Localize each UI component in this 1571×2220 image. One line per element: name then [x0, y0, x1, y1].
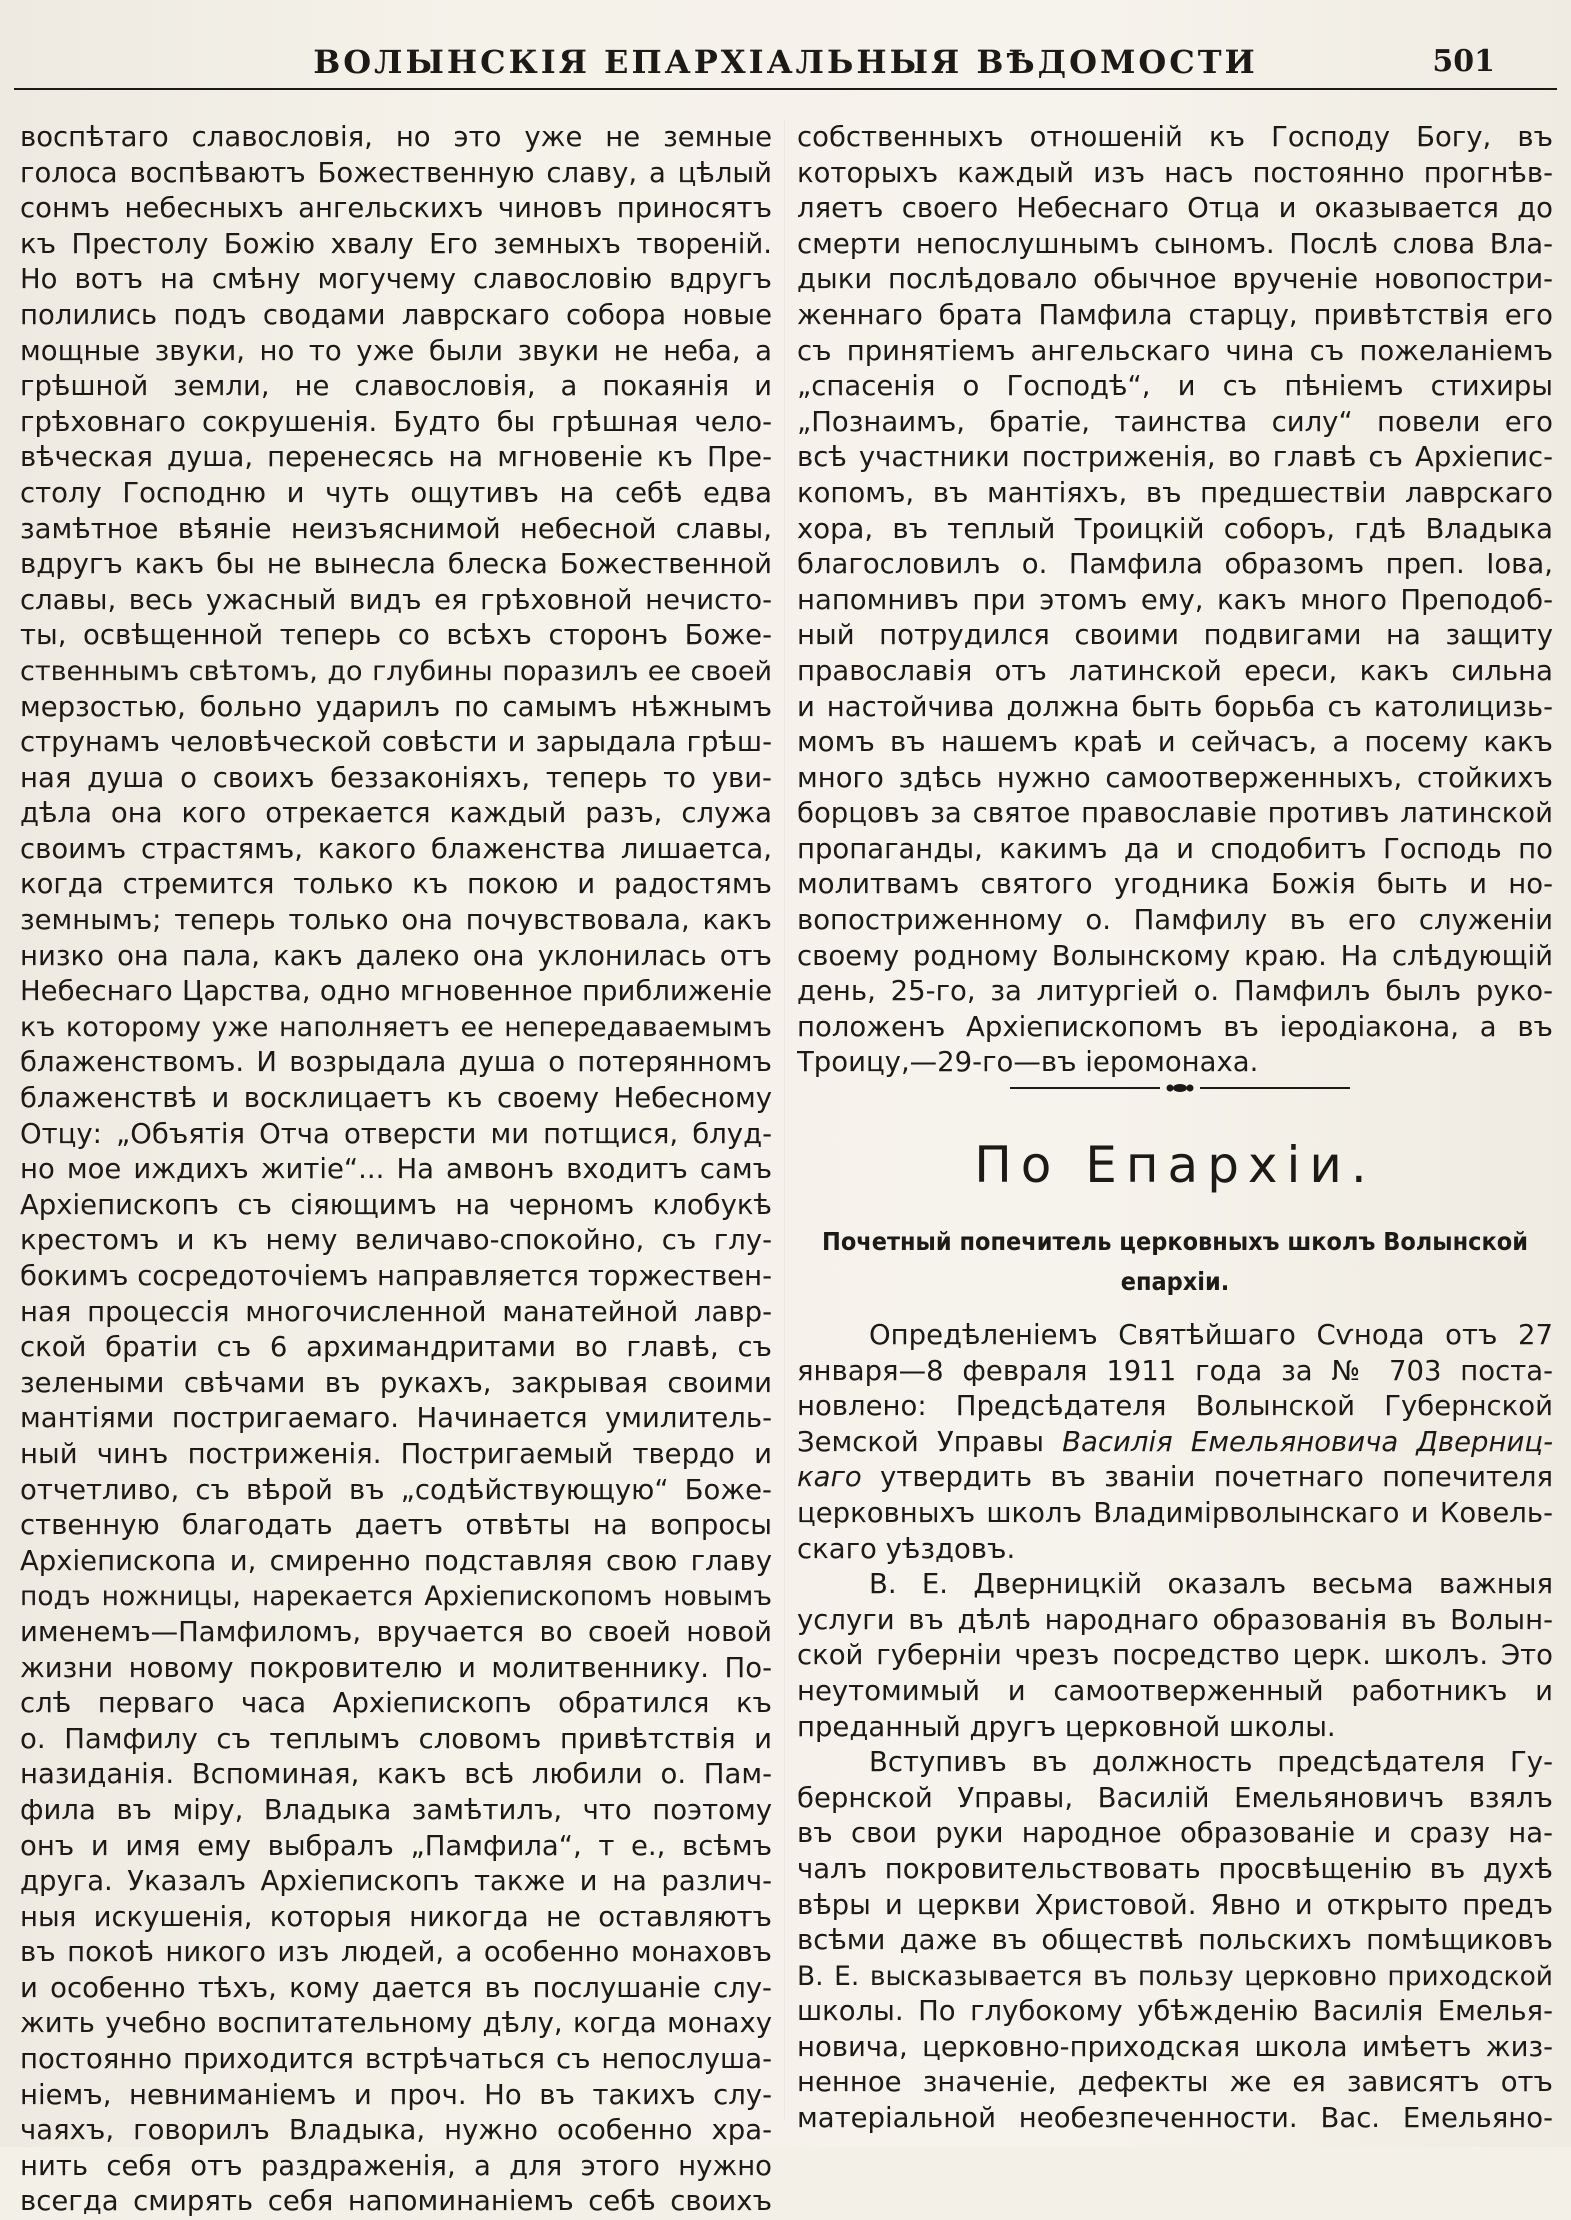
text-line: Архіепископъ съ сіяющимъ на черномъ клобукѣ: [20, 1188, 772, 1221]
article-line: всѣми даже въ обществѣ польскихъ помѣщиковъ: [797, 1924, 1553, 1957]
text-line: низко она пала, какъ далеко она уклонилась отъ: [20, 939, 772, 972]
text-line: блаженствѣ и восклицаетъ къ своему Небесному: [20, 1082, 772, 1115]
text-line: когда стремится только къ покою и радостямъ: [20, 868, 772, 901]
text-line: вопостриженному о. Памфилу въ его служеніи: [797, 904, 1553, 937]
text-line: грѣшной земли, не славословія, а покаянія и: [20, 370, 772, 403]
text-line: мантіями постригаемаго. Начинается умилитель-: [20, 1402, 772, 1435]
article-title-line: епархіи.: [1120, 1267, 1230, 1296]
text-line: замѣтное вѣяніе неизъяснимой небесной славы,: [20, 512, 772, 545]
text-line: Отцу: „Объятія Отча отверсти ми потщися, блуд-: [20, 1117, 772, 1150]
text-line: подъ ножницы, нарекается Архіепископомъ новымъ: [20, 1581, 772, 1613]
article-line: преданный другъ церковной школы.: [797, 1710, 1336, 1743]
text-line: дѣла она кого отрекается каждый разъ, служа: [20, 797, 772, 830]
text-line: ственную благодать даетъ отвѣты на вопросы: [20, 1509, 772, 1542]
text-line: Троицу,—29-го—въ іеромонаха.: [797, 1046, 1259, 1079]
text-line: всѣ участники постриженія, во главѣ съ Архіепис-: [797, 441, 1553, 474]
text-line: вдругъ какъ бы не вынесла блеска Божественной: [20, 548, 772, 581]
text-line: благословилъ о. Памфила образомъ преп. Іова,: [797, 548, 1553, 581]
article-line: ненное значеніе, дефекты же ея зависятъ отъ: [797, 2066, 1553, 2099]
text-line: ный чинъ постриженія. Постригаемый твердо и: [20, 1437, 772, 1470]
person-name: каго: [797, 1461, 862, 1494]
text-line: сонмъ небесныхъ ангельскихъ чиновъ приносятъ: [20, 192, 772, 225]
article-line: церковныхъ школъ Владимірволынскаго и Ковель-: [797, 1496, 1553, 1529]
text-line: дыки послѣдовало обычное врученіе новопостри-: [797, 263, 1553, 296]
text-line: славы, весь ужасный видъ ея грѣховной нечисто-: [20, 583, 772, 616]
text-line: Архіепископа и, смиренно подставляя свою главу: [20, 1544, 772, 1577]
text-line: мощные звуки, но то уже были звуки не неба, а: [20, 334, 772, 367]
text-line: ты, освѣщенной теперь со всѣхъ сторонъ Боже-: [20, 619, 772, 652]
text-line: струнамъ человѣческой совѣсти и зарыдала грѣш-: [20, 726, 772, 759]
text-line: и настойчива должна быть борьба съ католицизь-: [797, 690, 1553, 723]
text-line: земнымъ; теперь только она почувствовала, какъ: [20, 904, 772, 937]
person-name: Василія Емельяновича Дверниц-: [1062, 1425, 1553, 1458]
article-line: В. Е. высказывается въ пользу церковно приходской: [797, 1960, 1553, 1992]
article-line: школы. По глубокому убѣжденію Василія Емелья-: [797, 1995, 1553, 2028]
article-line: въ свои руки народное образованіе и сразу на-: [797, 1817, 1553, 1850]
text-line: копомъ, въ мантіяхъ, въ предшествіи лаврскаго: [797, 476, 1553, 509]
text-line: зелеными свѣчами въ рукахъ, закрывая своими: [20, 1366, 772, 1399]
text-line: день, 25-го, за литургіей о. Памфилъ былъ руко-: [797, 975, 1553, 1008]
text-line: православія отъ латинской ереси, какъ сильна: [797, 654, 1553, 687]
text-line: ная процессія многочисленной манатейной лавр-: [20, 1295, 772, 1328]
text-line: ный потрудился своими подвигами на защиту: [797, 619, 1553, 652]
text-line: своему родному Волынскому краю. На слѣдующій: [797, 939, 1553, 972]
article-line: вѣры и церкви Христовой. Явно и открыто предъ: [797, 1888, 1553, 1921]
text-line: въ покоѣ никого изъ людей, а особенно монаховъ: [20, 1936, 772, 1969]
text-line: бокимъ сосредоточіемъ направляется торжествен-: [20, 1260, 772, 1292]
text-line: напомнивъ при этомъ ему, какъ много Преподоб-: [797, 583, 1553, 616]
article-line: неутомимый и самоотверженный работникъ и: [797, 1674, 1553, 1707]
text-line: собственныхъ отношеній къ Господу Богу, въ: [797, 121, 1553, 153]
article-line: чалъ покровительствовать просвѣщенію въ духѣ: [797, 1852, 1553, 1885]
text-line: назиданія. Вспоминая, какъ всѣ любили о. Пам-: [20, 1758, 772, 1791]
article-line: скаго уѣздовъ.: [797, 1532, 1016, 1565]
article-title-line: Почетный попечитель церковныхъ школъ Волынской: [822, 1227, 1528, 1256]
text-line: борцовъ за святое православіе противъ латинской: [797, 797, 1553, 830]
text-line: пропаганды, какимъ да и сподобитъ Господь по: [797, 832, 1553, 865]
article-text: утвердить въ званіи почетнаго попечителя: [861, 1461, 1553, 1494]
text-line: мерзостью, больно ударилъ по самымъ нѣжнымъ: [20, 690, 772, 723]
text-line: жизни новому покровителю и молитвеннику. По-: [20, 1651, 772, 1684]
text-line: чаяхъ, говорилъ Владыка, нужно особенно хра-: [20, 2114, 772, 2147]
text-line: положенъ Архіепископомъ въ іеродіакона, а въ: [797, 1010, 1553, 1043]
text-line: столу Господню и чуть ощутивъ на себѣ едва: [20, 476, 772, 509]
text-line: друга. Указалъ Архіепископъ также и на различ-: [20, 1865, 772, 1898]
column-gutter: [784, 120, 785, 2120]
text-line: всегда смирять себя напоминаніемъ себѣ своихъ: [20, 2185, 772, 2218]
text-line: Но вотъ на смѣну могучему славословію вдругъ: [20, 263, 772, 296]
text-line: къ Престолу Божію хвалу Его земныхъ твореній.: [20, 227, 772, 260]
article-title: [797, 1222, 1553, 1302]
article-line: Вступивъ въ должность предсѣдателя Гу-: [869, 1746, 1553, 1779]
text-line: „спасенія о Господѣ“, и съ пѣніемъ стихиры: [797, 370, 1553, 403]
text-line: постоянно приходится встрѣчаться съ непослуша-: [20, 2043, 772, 2076]
text-line: онъ и имя ему выбралъ „Памфила“, т е., всѣмъ: [20, 1829, 772, 1862]
text-line: ная душа о своихъ беззаконіяхъ, теперь то уви-: [20, 761, 772, 794]
page-header: [14, 40, 1557, 88]
text-line: блаженствомъ. И возрыдала душа о потерянномъ: [20, 1046, 772, 1079]
article-line: [797, 1460, 1553, 1496]
page-number: 501: [1432, 44, 1495, 79]
text-line: именемъ—Памфиломъ, вручается во своей новой: [20, 1615, 772, 1648]
article-line: ской губерніи чрезъ посредство церк. школъ. Это: [797, 1639, 1553, 1672]
text-line: о. Памфилу съ теплымъ словомъ привѣтствія и: [20, 1722, 772, 1755]
article-line: Опредѣленіемъ Святѣйшаго Сѵнода отъ 27: [869, 1319, 1553, 1351]
text-line: ныя искушенія, которыя никогда не оставляютъ: [20, 1900, 772, 1933]
text-line: полились подъ сводами лаврскаго собора новые: [20, 298, 772, 331]
right-column: [797, 120, 1553, 1081]
text-line: женнаго брата Памфила старцу, привѣтствія его: [797, 298, 1553, 331]
text-line: которыхъ каждый изъ насъ постоянно прогнѣв-: [797, 156, 1553, 189]
text-line: и особенно тѣхъ, кому дается въ послушаніе слу-: [20, 1971, 772, 2004]
text-line: „Познаимъ, братіе, таинства силу“ повели его: [797, 405, 1553, 438]
header-rule: [14, 88, 1557, 90]
article-line: новлено: Предсѣдателя Волынской Губернской: [797, 1390, 1553, 1423]
left-column: [20, 120, 772, 2220]
text-line: къ которому уже наполняетъ ее непередаваемымъ: [20, 1011, 772, 1043]
text-line: вѣческая душа, перенесясь на мгновеніе къ Пре-: [20, 441, 772, 474]
section-heading: По Епархіи.: [974, 1136, 1376, 1194]
text-line: Небеснаго Царства, одно мгновенное приближеніе: [20, 975, 772, 1008]
text-line: воспѣтаго славословія, но это уже не земные: [20, 121, 772, 153]
text-line: голоса воспѣваютъ Божественную славу, а цѣлый: [20, 156, 772, 189]
text-line: молитвамъ святого угодника Божія быть и но-: [797, 868, 1553, 901]
article-line: января—8 февраля 1911 года за № 703 поста-: [797, 1354, 1553, 1387]
ornament-divider: [1010, 1082, 1350, 1094]
text-line: ляетъ своего Небеснаго Отца и оказывается до: [797, 192, 1553, 225]
text-line: отчетливо, съ вѣрой въ „содѣйствующую“ Боже-: [20, 1473, 772, 1506]
text-line: съ принятіемъ ангельскаго чина съ пожеланіемъ: [797, 334, 1553, 367]
text-line: ніемъ, невниманіемъ и проч. Но въ такихъ слу-: [20, 2078, 772, 2111]
text-line: нить себя отъ раздраженія, а для этого нужно: [20, 2149, 772, 2182]
article-body: [797, 1318, 1553, 2137]
text-line: но мое иждихъ житіе“... На амвонъ входитъ самъ: [20, 1153, 772, 1186]
article-line: [797, 1425, 1553, 1461]
text-line: смерти непослушнымъ сыномъ. Послѣ слова Вла-: [797, 227, 1553, 260]
article-line: бернской Управы, Василій Емельяновичъ взялъ: [797, 1781, 1553, 1814]
text-line: ской братіи съ 6 архимандритами во главѣ, съ: [20, 1331, 772, 1364]
text-line: много здѣсь нужно самоотверженныхъ, стойкихъ: [797, 761, 1553, 794]
text-line: фила въ міру, Владыка замѣтилъ, что поэтому: [20, 1793, 772, 1826]
text-line: момъ въ нашемъ краѣ и сейчасъ, а посему какъ: [797, 726, 1553, 759]
article-line: матеріальной необезпеченности. Вас. Емельяно-: [797, 2102, 1553, 2135]
text-line: грѣховнаго сокрушенія. Будто бы грѣшная чело-: [20, 405, 772, 438]
article-line: услуги въ дѣлѣ народнаго образованія въ Волын-: [797, 1603, 1553, 1636]
article-line: новича, церковно-приходская школа имѣетъ жиз-: [797, 2030, 1553, 2063]
text-line: ственнымъ свѣтомъ, до глубины поразилъ ее своей: [20, 655, 772, 687]
article-text: Земской Управы: [797, 1425, 1063, 1458]
text-line: жить учебно воспитательному дѣлу, когда монаху: [20, 2007, 772, 2040]
text-line: своимъ страстямъ, какого блаженства лишаетса,: [20, 832, 772, 865]
article-line: В. Е. Дверницкій оказалъ весьма важныя: [869, 1568, 1553, 1601]
text-line: слѣ перваго часа Архіепископъ обратился къ: [20, 1687, 772, 1720]
journal-title: ВОЛЫНСКІЯ ЕПАРХІАЛЬНЫЯ ВѢДОМОСТИ: [313, 43, 1258, 81]
text-line: хора, въ теплый Троицкій соборъ, гдѣ Владыка: [797, 512, 1553, 545]
text-line: крестомъ и къ нему величаво-спокойно, съ глу-: [20, 1224, 772, 1257]
